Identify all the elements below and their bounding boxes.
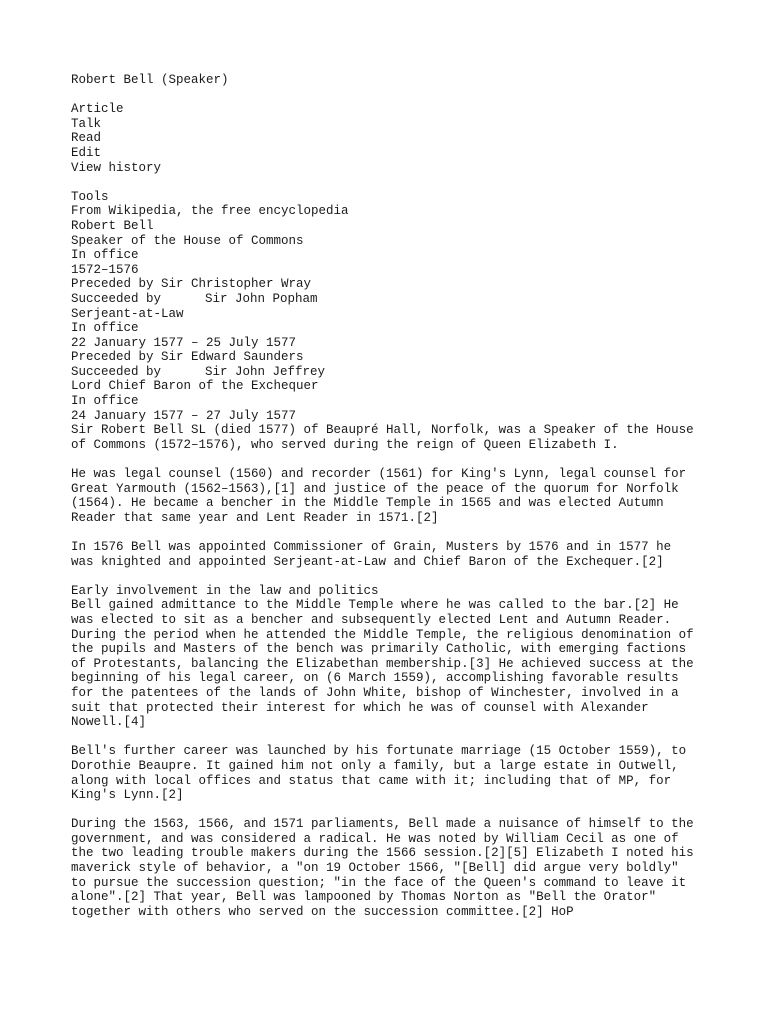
text-line: Dorothie Beaupre. It gained him not only a family, but a large estate in Outwell, <box>71 758 679 773</box>
paragraph <box>71 598 711 729</box>
text-line: maverick style of behavior, a "on 19 October 1566, "[Bell] did argue very boldly" <box>71 861 679 876</box>
succeeded-link[interactable]: Sir John Jeffrey <box>205 364 326 379</box>
text-line: was elected to sit as a bencher and subsequently elected Lent and Autumn Reader. <box>71 612 672 627</box>
text-line: Bell's further career was launched by his fortunate marriage (15 October 1559), to <box>71 744 687 759</box>
text-line: the pupils and Masters of the bench was primarily Catholic, with emerging factions <box>71 642 687 657</box>
article-nav <box>71 102 711 175</box>
in-office-label: In office <box>71 394 139 409</box>
preceded-label: Preceded by <box>71 350 154 365</box>
text-line: beginning of his legal career, on (6 March 1559), accomplishing favorable results <box>71 671 679 686</box>
text-line: Reader that same year and Lent Reader in 1571.[2] <box>71 510 439 525</box>
tab-read[interactable]: Read <box>71 131 102 146</box>
succeeded-label: Succeeded by <box>71 364 162 379</box>
spacer <box>71 88 711 103</box>
succeeded-label: Succeeded by <box>71 291 162 306</box>
intro-paragraph <box>71 423 711 452</box>
spacer <box>71 175 711 190</box>
text-line: government, and was considered a radical. He was noted by William Cecil as one of <box>71 831 679 846</box>
office-term: 1572–1576 <box>71 262 139 277</box>
spacer <box>71 569 711 584</box>
spacer <box>71 452 711 467</box>
preceded-link[interactable]: Sir Edward Saunders <box>161 350 304 365</box>
text-line: alone".[2] That year, Bell was lampooned by Thomas Norton as "Bell the Orator" <box>71 890 657 905</box>
paragraph <box>71 540 711 569</box>
preceded-row <box>71 277 711 292</box>
paragraph <box>71 467 711 525</box>
succeeded-row <box>71 292 711 307</box>
text-line: suit that protected their interest for which he was of counsel with Alexander <box>71 700 649 715</box>
tagline: From Wikipedia, the free encyclopedia <box>71 204 349 219</box>
text-line: Bell gained admittance to the Middle Temple where he was called to the bar.[2] He <box>71 598 679 613</box>
office-term: 24 January 1577 – 27 July 1577 <box>71 408 297 423</box>
tab-article[interactable]: Article <box>71 102 124 117</box>
tab-talk[interactable]: Talk <box>71 116 102 131</box>
text-line: Sir Robert Bell SL (died 1577) of Beaupré Hall, Norfolk, was a Speaker of the House <box>71 423 694 438</box>
tools-menu[interactable]: Tools <box>71 189 109 204</box>
text-line: Great Yarmouth (1562–1563),[1] and justice of the peace of the quorum for Norfolk <box>71 481 679 496</box>
text-line: together with others who served on the succession committee.[2] HoP <box>71 904 574 919</box>
text-line: During the period when he attended the Middle Temple, the religious denomination of <box>71 627 694 642</box>
spacer <box>71 525 711 540</box>
text-line: was knighted and appointed Serjeant-at-Law and Chief Baron of the Exchequer.[2] <box>71 554 664 569</box>
succeeded-row <box>71 365 711 380</box>
spacer <box>71 803 711 818</box>
preceded-row <box>71 350 711 365</box>
paragraph <box>71 817 711 919</box>
tab-view-history[interactable]: View history <box>71 160 162 175</box>
in-office-label: In office <box>71 321 139 336</box>
infobox <box>71 219 711 423</box>
text-line: the two leading trouble makers during the 1566 session.[2][5] Elizabeth I noted his <box>71 846 694 861</box>
section-heading: Early involvement in the law and politics <box>71 583 379 598</box>
tab-edit[interactable]: Edit <box>71 145 102 160</box>
text-line: King's Lynn.[2] <box>71 788 184 803</box>
text-line: In 1576 Bell was appointed Commissioner of Grain, Musters by 1576 and in 1577 he <box>71 540 672 554</box>
text-line: of Protestants, balancing the Elizabethan membership.[3] He achieved success at the <box>71 656 694 671</box>
office-term: 22 January 1577 – 25 July 1577 <box>71 335 297 350</box>
text-line: He was legal counsel (1560) and recorder (1561) for King's Lynn, legal counsel for <box>71 467 687 482</box>
text-line: of Commons (1572–1576), who served during the reign of Queen Elizabeth I. <box>71 437 619 452</box>
text-line: for the patentees of the lands of John White, bishop of Winchester, involved in a <box>71 685 679 700</box>
office-title[interactable]: Serjeant-at-Law <box>71 306 184 321</box>
infobox-name: Robert Bell <box>71 218 154 233</box>
preceded-label: Preceded by <box>71 277 154 292</box>
succeeded-link[interactable]: Sir John Popham <box>205 291 318 306</box>
office-title: Speaker of the House of Commons <box>71 233 304 248</box>
in-office-label: In office <box>71 248 139 263</box>
text-line: During the 1563, 1566, and 1571 parliaments, Bell made a nuisance of himself to the <box>71 817 694 832</box>
text-line: (1564). He became a bencher in the Middle Temple in 1565 and was elected Autumn <box>71 496 664 511</box>
paragraph <box>71 744 711 802</box>
text-line: Nowell.[4] <box>71 715 147 730</box>
spacer <box>71 730 711 745</box>
text-line: along with local offices and status that came with it; including that of MP, for <box>71 773 672 788</box>
page-title: Robert Bell (Speaker) <box>71 73 229 87</box>
office-title[interactable]: Lord Chief Baron of the Exchequer <box>71 379 319 394</box>
preceded-link[interactable]: Sir Christopher Wray <box>161 277 312 292</box>
text-line: to pursue the succession question; "in the face of the Queen's command to leave it <box>71 875 687 890</box>
